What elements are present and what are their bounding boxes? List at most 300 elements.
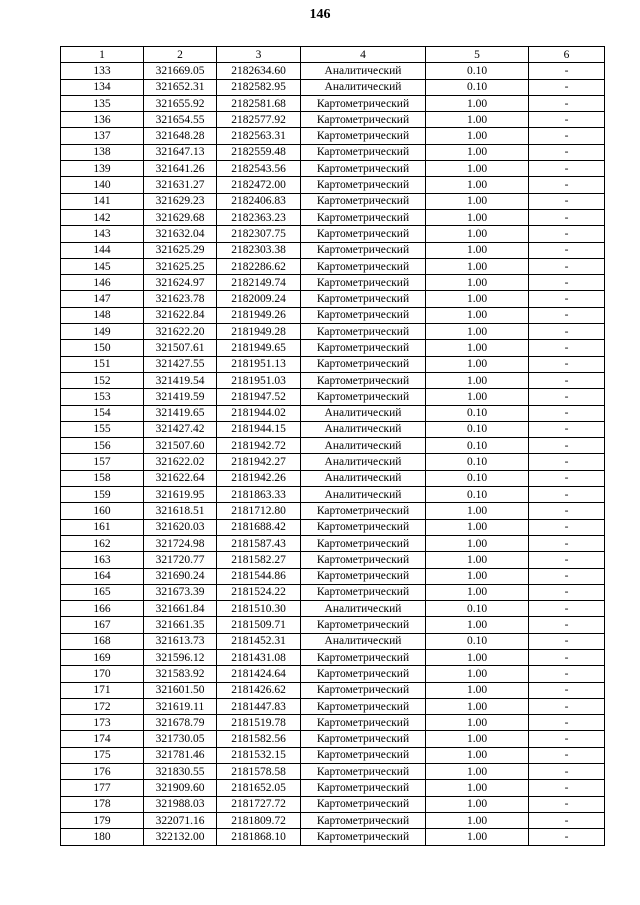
table-row (61, 324, 605, 340)
point-number-cell: 178 (61, 796, 144, 812)
table-row (61, 307, 605, 323)
accuracy-cell: 1.00 (426, 209, 529, 225)
accuracy-cell: 0.10 (426, 421, 529, 437)
x-coordinate-cell: 321629.23 (144, 193, 217, 209)
x-coordinate-cell: 321830.55 (144, 764, 217, 780)
point-number-cell: 152 (61, 372, 144, 388)
x-coordinate-cell: 321648.28 (144, 128, 217, 144)
method-cell: Картометрический (301, 666, 426, 682)
accuracy-cell: 1.00 (426, 242, 529, 258)
y-coordinate-cell: 2182286.62 (217, 258, 301, 274)
y-coordinate-cell: 2181944.02 (217, 405, 301, 421)
note-cell: - (529, 731, 605, 747)
table-row (61, 454, 605, 470)
note-cell: - (529, 633, 605, 649)
accuracy-cell: 1.00 (426, 307, 529, 323)
point-number-cell: 172 (61, 698, 144, 714)
note-cell: - (529, 193, 605, 209)
accuracy-cell: 0.10 (426, 454, 529, 470)
y-coordinate-cell: 2181424.64 (217, 666, 301, 682)
y-coordinate-cell: 2182009.24 (217, 291, 301, 307)
column-header: 1 (61, 47, 144, 63)
x-coordinate-cell: 321427.55 (144, 356, 217, 372)
accuracy-cell: 1.00 (426, 796, 529, 812)
note-cell: - (529, 128, 605, 144)
y-coordinate-cell: 2181578.58 (217, 764, 301, 780)
note-cell: - (529, 454, 605, 470)
accuracy-cell: 1.00 (426, 698, 529, 714)
y-coordinate-cell: 2181949.26 (217, 307, 301, 323)
accuracy-cell: 1.00 (426, 177, 529, 193)
x-coordinate-cell: 322071.16 (144, 812, 217, 828)
accuracy-cell: 0.10 (426, 405, 529, 421)
y-coordinate-cell: 2181524.22 (217, 584, 301, 600)
method-cell: Картометрический (301, 324, 426, 340)
point-number-cell: 150 (61, 340, 144, 356)
table-row (61, 584, 605, 600)
point-number-cell: 180 (61, 829, 144, 845)
point-number-cell: 133 (61, 63, 144, 79)
y-coordinate-cell: 2182559.48 (217, 144, 301, 160)
note-cell: - (529, 812, 605, 828)
table-row (61, 812, 605, 828)
note-cell: - (529, 144, 605, 160)
table-row (61, 682, 605, 698)
accuracy-cell: 1.00 (426, 666, 529, 682)
note-cell: - (529, 258, 605, 274)
method-cell: Картометрический (301, 535, 426, 551)
accuracy-cell: 0.10 (426, 63, 529, 79)
method-cell: Картометрический (301, 715, 426, 731)
y-coordinate-cell: 2182582.95 (217, 79, 301, 95)
accuracy-cell: 0.10 (426, 470, 529, 486)
note-cell: - (529, 291, 605, 307)
x-coordinate-cell: 321909.60 (144, 780, 217, 796)
point-number-cell: 141 (61, 193, 144, 209)
accuracy-cell: 1.00 (426, 552, 529, 568)
table-row (61, 193, 605, 209)
table-row (61, 829, 605, 845)
accuracy-cell: 1.00 (426, 519, 529, 535)
accuracy-cell: 1.00 (426, 584, 529, 600)
accuracy-cell: 0.10 (426, 79, 529, 95)
note-cell: - (529, 421, 605, 437)
point-number-cell: 166 (61, 601, 144, 617)
table-row (61, 796, 605, 812)
x-coordinate-cell: 321427.42 (144, 421, 217, 437)
y-coordinate-cell: 2181426.62 (217, 682, 301, 698)
accuracy-cell: 1.00 (426, 144, 529, 160)
method-cell: Картометрический (301, 731, 426, 747)
note-cell: - (529, 226, 605, 242)
method-cell: Картометрический (301, 764, 426, 780)
accuracy-cell: 1.00 (426, 649, 529, 665)
table-row (61, 487, 605, 503)
point-number-cell: 175 (61, 747, 144, 763)
point-number-cell: 160 (61, 503, 144, 519)
accuracy-cell: 1.00 (426, 356, 529, 372)
y-coordinate-cell: 2182634.60 (217, 63, 301, 79)
header-row (61, 47, 605, 63)
note-cell: - (529, 470, 605, 486)
y-coordinate-cell: 2182563.31 (217, 128, 301, 144)
method-cell: Картометрический (301, 258, 426, 274)
x-coordinate-cell: 321419.65 (144, 405, 217, 421)
x-coordinate-cell: 321622.64 (144, 470, 217, 486)
table-row (61, 666, 605, 682)
table-row (61, 601, 605, 617)
table-row (61, 112, 605, 128)
method-cell: Аналитический (301, 79, 426, 95)
y-coordinate-cell: 2182577.92 (217, 112, 301, 128)
x-coordinate-cell: 321507.60 (144, 438, 217, 454)
column-header: 6 (529, 47, 605, 63)
method-cell: Аналитический (301, 633, 426, 649)
method-cell: Картометрический (301, 128, 426, 144)
point-number-cell: 149 (61, 324, 144, 340)
x-coordinate-cell: 321613.73 (144, 633, 217, 649)
note-cell: - (529, 405, 605, 421)
column-header: 5 (426, 47, 529, 63)
y-coordinate-cell: 2181582.27 (217, 552, 301, 568)
point-number-cell: 158 (61, 470, 144, 486)
table-row (61, 617, 605, 633)
accuracy-cell: 1.00 (426, 128, 529, 144)
method-cell: Картометрический (301, 552, 426, 568)
point-number-cell: 144 (61, 242, 144, 258)
method-cell: Картометрический (301, 584, 426, 600)
x-coordinate-cell: 321623.78 (144, 291, 217, 307)
x-coordinate-cell: 321690.24 (144, 568, 217, 584)
accuracy-cell: 1.00 (426, 95, 529, 111)
accuracy-cell: 1.00 (426, 829, 529, 845)
accuracy-cell: 1.00 (426, 812, 529, 828)
method-cell: Картометрический (301, 144, 426, 160)
point-number-cell: 153 (61, 389, 144, 405)
x-coordinate-cell: 321625.29 (144, 242, 217, 258)
y-coordinate-cell: 2181652.05 (217, 780, 301, 796)
point-number-cell: 170 (61, 666, 144, 682)
method-cell: Аналитический (301, 487, 426, 503)
y-coordinate-cell: 2181587.43 (217, 535, 301, 551)
note-cell: - (529, 324, 605, 340)
table-row (61, 242, 605, 258)
point-number-cell: 163 (61, 552, 144, 568)
table-row (61, 128, 605, 144)
note-cell: - (529, 617, 605, 633)
accuracy-cell: 1.00 (426, 780, 529, 796)
table-row (61, 209, 605, 225)
y-coordinate-cell: 2181868.10 (217, 829, 301, 845)
y-coordinate-cell: 2181712.80 (217, 503, 301, 519)
accuracy-cell: 1.00 (426, 193, 529, 209)
y-coordinate-cell: 2181942.27 (217, 454, 301, 470)
y-coordinate-cell: 2181863.33 (217, 487, 301, 503)
table-row (61, 438, 605, 454)
table-row (61, 372, 605, 388)
accuracy-cell: 1.00 (426, 226, 529, 242)
table-row (61, 535, 605, 551)
point-number-cell: 140 (61, 177, 144, 193)
y-coordinate-cell: 2182543.56 (217, 161, 301, 177)
x-coordinate-cell: 321622.20 (144, 324, 217, 340)
x-coordinate-cell: 321618.51 (144, 503, 217, 519)
method-cell: Картометрический (301, 307, 426, 323)
y-coordinate-cell: 2181949.65 (217, 340, 301, 356)
x-coordinate-cell: 321669.05 (144, 63, 217, 79)
method-cell: Аналитический (301, 470, 426, 486)
accuracy-cell: 1.00 (426, 764, 529, 780)
y-coordinate-cell: 2181452.31 (217, 633, 301, 649)
point-number-cell: 136 (61, 112, 144, 128)
note-cell: - (529, 764, 605, 780)
table-row (61, 470, 605, 486)
y-coordinate-cell: 2181519.78 (217, 715, 301, 731)
method-cell: Картометрический (301, 389, 426, 405)
table-row (61, 356, 605, 372)
method-cell: Картометрический (301, 112, 426, 128)
table-body (61, 63, 605, 845)
y-coordinate-cell: 2182581.68 (217, 95, 301, 111)
note-cell: - (529, 372, 605, 388)
point-number-cell: 134 (61, 79, 144, 95)
method-cell: Картометрический (301, 568, 426, 584)
x-coordinate-cell: 321583.92 (144, 666, 217, 682)
accuracy-cell: 1.00 (426, 503, 529, 519)
x-coordinate-cell: 321678.79 (144, 715, 217, 731)
y-coordinate-cell: 2181447.83 (217, 698, 301, 714)
y-coordinate-cell: 2181947.52 (217, 389, 301, 405)
note-cell: - (529, 584, 605, 600)
point-number-cell: 142 (61, 209, 144, 225)
table-row (61, 63, 605, 79)
accuracy-cell: 0.10 (426, 487, 529, 503)
point-number-cell: 154 (61, 405, 144, 421)
table-row (61, 764, 605, 780)
point-number-cell: 147 (61, 291, 144, 307)
table-row (61, 291, 605, 307)
method-cell: Аналитический (301, 421, 426, 437)
accuracy-cell: 1.00 (426, 258, 529, 274)
accuracy-cell: 1.00 (426, 340, 529, 356)
y-coordinate-cell: 2181944.15 (217, 421, 301, 437)
method-cell: Картометрический (301, 780, 426, 796)
accuracy-cell: 1.00 (426, 731, 529, 747)
point-number-cell: 159 (61, 487, 144, 503)
point-number-cell: 156 (61, 438, 144, 454)
accuracy-cell: 0.10 (426, 438, 529, 454)
method-cell: Картометрический (301, 698, 426, 714)
accuracy-cell: 1.00 (426, 372, 529, 388)
x-coordinate-cell: 321673.39 (144, 584, 217, 600)
table-row (61, 519, 605, 535)
x-coordinate-cell: 321632.04 (144, 226, 217, 242)
point-number-cell: 145 (61, 258, 144, 274)
accuracy-cell: 1.00 (426, 617, 529, 633)
y-coordinate-cell: 2181532.15 (217, 747, 301, 763)
point-number-cell: 155 (61, 421, 144, 437)
x-coordinate-cell: 321620.03 (144, 519, 217, 535)
method-cell: Картометрический (301, 796, 426, 812)
method-cell: Картометрический (301, 519, 426, 535)
y-coordinate-cell: 2182472.00 (217, 177, 301, 193)
y-coordinate-cell: 2182363.23 (217, 209, 301, 225)
note-cell: - (529, 715, 605, 731)
y-coordinate-cell: 2181951.03 (217, 372, 301, 388)
accuracy-cell: 1.00 (426, 747, 529, 763)
note-cell: - (529, 682, 605, 698)
note-cell: - (529, 552, 605, 568)
method-cell: Аналитический (301, 438, 426, 454)
x-coordinate-cell: 321631.27 (144, 177, 217, 193)
x-coordinate-cell: 321601.50 (144, 682, 217, 698)
table-row (61, 731, 605, 747)
method-cell: Картометрический (301, 503, 426, 519)
x-coordinate-cell: 321661.84 (144, 601, 217, 617)
note-cell: - (529, 829, 605, 845)
method-cell: Аналитический (301, 63, 426, 79)
point-number-cell: 139 (61, 161, 144, 177)
note-cell: - (529, 666, 605, 682)
table-row (61, 79, 605, 95)
x-coordinate-cell: 321625.25 (144, 258, 217, 274)
table-row (61, 95, 605, 111)
point-number-cell: 137 (61, 128, 144, 144)
point-number-cell: 169 (61, 649, 144, 665)
note-cell: - (529, 242, 605, 258)
table-row (61, 161, 605, 177)
x-coordinate-cell: 321647.13 (144, 144, 217, 160)
accuracy-cell: 0.10 (426, 601, 529, 617)
note-cell: - (529, 649, 605, 665)
point-number-cell: 151 (61, 356, 144, 372)
table-row (61, 503, 605, 519)
note-cell: - (529, 601, 605, 617)
method-cell: Картометрический (301, 177, 426, 193)
method-cell: Картометрический (301, 209, 426, 225)
note-cell: - (529, 307, 605, 323)
y-coordinate-cell: 2181942.72 (217, 438, 301, 454)
coordinates-table (60, 46, 605, 846)
accuracy-cell: 1.00 (426, 535, 529, 551)
method-cell: Картометрический (301, 242, 426, 258)
accuracy-cell: 1.00 (426, 324, 529, 340)
x-coordinate-cell: 321655.92 (144, 95, 217, 111)
note-cell: - (529, 389, 605, 405)
y-coordinate-cell: 2181949.28 (217, 324, 301, 340)
note-cell: - (529, 568, 605, 584)
x-coordinate-cell: 321730.05 (144, 731, 217, 747)
table-row (61, 340, 605, 356)
point-number-cell: 148 (61, 307, 144, 323)
method-cell: Аналитический (301, 601, 426, 617)
note-cell: - (529, 487, 605, 503)
note-cell: - (529, 503, 605, 519)
x-coordinate-cell: 321507.61 (144, 340, 217, 356)
x-coordinate-cell: 322132.00 (144, 829, 217, 845)
x-coordinate-cell: 321720.77 (144, 552, 217, 568)
y-coordinate-cell: 2181951.13 (217, 356, 301, 372)
point-number-cell: 135 (61, 95, 144, 111)
point-number-cell: 165 (61, 584, 144, 600)
y-coordinate-cell: 2181688.42 (217, 519, 301, 535)
x-coordinate-cell: 321654.55 (144, 112, 217, 128)
method-cell: Картометрический (301, 617, 426, 633)
y-coordinate-cell: 2181942.26 (217, 470, 301, 486)
table-row (61, 633, 605, 649)
accuracy-cell: 0.10 (426, 633, 529, 649)
point-number-cell: 179 (61, 812, 144, 828)
note-cell: - (529, 79, 605, 95)
point-number-cell: 167 (61, 617, 144, 633)
method-cell: Картометрический (301, 812, 426, 828)
method-cell: Аналитический (301, 454, 426, 470)
method-cell: Картометрический (301, 649, 426, 665)
note-cell: - (529, 177, 605, 193)
method-cell: Картометрический (301, 226, 426, 242)
y-coordinate-cell: 2181510.30 (217, 601, 301, 617)
x-coordinate-cell: 321622.84 (144, 307, 217, 323)
note-cell: - (529, 209, 605, 225)
x-coordinate-cell: 321419.54 (144, 372, 217, 388)
note-cell: - (529, 95, 605, 111)
table-row (61, 144, 605, 160)
accuracy-cell: 1.00 (426, 389, 529, 405)
page-number: 146 (309, 7, 331, 22)
point-number-cell: 173 (61, 715, 144, 731)
method-cell: Картометрический (301, 291, 426, 307)
y-coordinate-cell: 2182307.75 (217, 226, 301, 242)
x-coordinate-cell: 321652.31 (144, 79, 217, 95)
method-cell: Картометрический (301, 682, 426, 698)
note-cell: - (529, 780, 605, 796)
y-coordinate-cell: 2182149.74 (217, 275, 301, 291)
table-row (61, 715, 605, 731)
x-coordinate-cell: 321619.11 (144, 698, 217, 714)
x-coordinate-cell: 321724.98 (144, 535, 217, 551)
y-coordinate-cell: 2181582.56 (217, 731, 301, 747)
x-coordinate-cell: 321988.03 (144, 796, 217, 812)
table-row (61, 649, 605, 665)
column-header: 3 (217, 47, 301, 63)
table-row (61, 421, 605, 437)
note-cell: - (529, 340, 605, 356)
x-coordinate-cell: 321629.68 (144, 209, 217, 225)
method-cell: Картометрический (301, 747, 426, 763)
note-cell: - (529, 112, 605, 128)
y-coordinate-cell: 2181431.08 (217, 649, 301, 665)
method-cell: Картометрический (301, 340, 426, 356)
method-cell: Картометрический (301, 193, 426, 209)
point-number-cell: 174 (61, 731, 144, 747)
x-coordinate-cell: 321419.59 (144, 389, 217, 405)
note-cell: - (529, 698, 605, 714)
method-cell: Картометрический (301, 829, 426, 845)
x-coordinate-cell: 321781.46 (144, 747, 217, 763)
point-number-cell: 138 (61, 144, 144, 160)
accuracy-cell: 1.00 (426, 568, 529, 584)
column-header: 4 (301, 47, 426, 63)
method-cell: Картометрический (301, 275, 426, 291)
table-row (61, 177, 605, 193)
point-number-cell: 146 (61, 275, 144, 291)
accuracy-cell: 1.00 (426, 112, 529, 128)
table-row (61, 405, 605, 421)
x-coordinate-cell: 321641.26 (144, 161, 217, 177)
point-number-cell: 143 (61, 226, 144, 242)
note-cell: - (529, 63, 605, 79)
table-row (61, 389, 605, 405)
